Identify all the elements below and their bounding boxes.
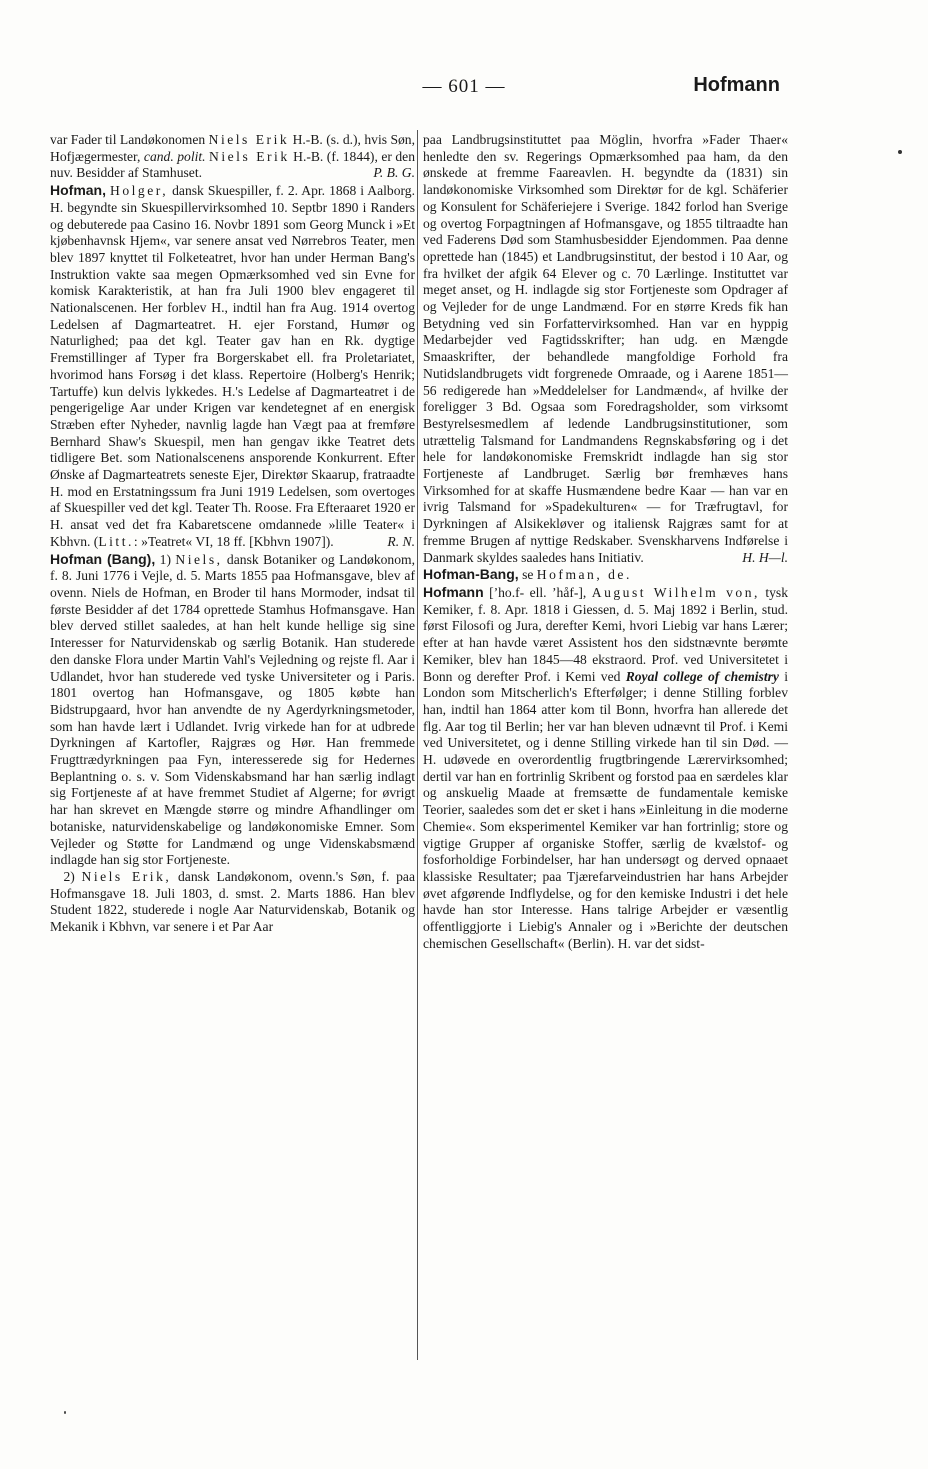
entry-hofman-holger: Hofman, Holger, dansk Skuespiller, f. 2. Apr. 1868 i Aalborg. H. begyndte sin Skuespillervirksomhed 10. Septbr 1890 i Randers og debuterede paa Casino 16. Novbr 1891 som Georg Munck i »Et kjøbenhavnsk Hjem«, var senere ansat ved Nørrebros Teater, men blev 1897 knyttet til Folketeatret, hvor han under Herman Bang's Instruktion vakte saa megen Opmærksomhed ved sin Evne for komisk Karakteristik, at han fra Juli 1900 blev engageret til Nationalscenen. Her forblev H., indtil han fra Aug. 1914 overtog Ledelsen af Dagmarteatret. H. ejer Forstand, Humør og Naturlighed; paa det kgl. Teater gav han en Rk. dygtige Fremstillinger af Typer fra Borgerskabet ell. fra Proletariatet, hvorimod hans Forsøg i det klass. Repertoire (Holberg's Henrik; Tartuffe) kun delvis lykkedes. H.'s Ledelse af Dagmarteatret i de pengerigelige Aar under Krigen var kendetegnet af en energisk Stræben efter Nyheder, navnlig lagde han Vægt paa at fremføre Bernhard Shaw's Skuespil, men han gengav ikke Teatret dets tidligere Bet. som Nationalscenens ansporende Konkurrent. Efter Ønske af Dagmarteatrets seneste Ejer, Direktør Skaarup, fratraadte H. mod en Erstatningssum fra Juni 1919 Ledelsen, som overtoges af Skuespiller ved det kgl. Teater Th. Roose. Fra Efteraaret 1920 er H. ansat ved det fra Kabaretscene omdannede »lille Teater« i Kbhvn. (Litt.: »Teatret« VI, 18 ff. [Kbhvn 1907]). <box>50 182 415 549</box>
margin-dot <box>898 150 902 154</box>
entry-hofman-bang-xref: Hofman-Bang, se Hofman, de. <box>423 566 632 583</box>
entry-headword: Hofman, <box>50 182 106 199</box>
author-signature: H. H—l. <box>742 549 788 565</box>
person-name: Niels Erik <box>209 148 290 164</box>
entry-continuation: var Fader til Landøkonomen Niels Erik H.-B. (s. d.), hvis Søn, Hofjægermester, cand. polit. Niels Erik H.-B. (f. 1844), er den nuv. Besidder af Stamhuset. <box>50 132 416 181</box>
author-signature: R. N. <box>387 533 415 549</box>
right-column <box>423 132 788 952</box>
page-number: — 601 — <box>422 76 506 97</box>
author-signature: P. B. G. <box>373 165 415 181</box>
cross-reference: Hofman, de. <box>536 567 632 583</box>
entry-hofman-bang: Hofman (Bang), 1) Niels, dansk Botaniker og Landøkonom, f. 8. Juni 1776 i Vejle, d. 5. Marts 1855 paa Hofmansgave, blev af ovenn. Niels de Hofman, en Broder til hans Mormoder, indsat til første Besidder af det 1784 oprettede Stamhus Hofmansgave. Han blev derved stillet saaledes, at han helt kunde hellige sig sine Interesser for Naturvidenskab og særlig Botanik. Han studerede den danske Flora under Martin Vahl's Vejledning og rejste fl. Aar i Udlandet, hvor han studerede ved tyske Universiteter og i Paris. 1801 overtog han Hofmansgave, og 1805 købte han Bidstrupgaard, hvor han anvendte de ny Agerdyrkningsmetoder, som han havde lært i Udlandet. Ivrig virkede han for at udbrede Dyrkningen af Kartofler, Rajgræs og Hør. Han fremmede Frugttrædyrkningen paa Fyn, interesserede sig for Hedernes Beplantning o. s. v. Som Videnskabsmand har han særlig indlagt sig Fortjeneste af at have fremmet Studiet af Algerne; for øvrigt har han skrevet en Mængde større og mindre Afhandlinger om botaniske, naturvidenskabelige og landøkonomiske Emner. Som Vejleder og Støtte for Landmænd og unge Videnskabsmænd indlagde han sig stor Fortjeneste. <box>50 550 415 868</box>
person-name: August Wilhelm von, <box>591 585 760 600</box>
left-column <box>50 132 415 936</box>
degree: cand. polit. <box>143 148 206 164</box>
entry-headword: Hofman (Bang), <box>50 550 156 567</box>
literature-label: Litt. <box>98 533 134 549</box>
entry-niels-erik: 2) Niels Erik, dansk Landøkonom, ovenn.'s Søn, f. paa Hofmansgave 18. Juli 1803, d. smst. 2. Marts 1886. Han blev Student 1822, studerede i nogle Aar Naturvidenskab, Botanik og Mekanik i Kbhvn, var senere i et Par Aar <box>50 868 415 935</box>
running-head: Hofmann <box>693 74 780 96</box>
person-name: Niels Erik <box>208 132 290 147</box>
margin-dot <box>64 1411 66 1414</box>
entry-hofmann-august: Hofmann [ʼho.f- ell. ʼhåf-], August Wilhelm von, tysk Kemiker, f. 8. Apr. 1818 i Giessen, d. 5. Maj 1892 i Berlin, stud. først Filosofi og Jura, derefter Kemi, hvori Liebig var hans Lærer; efter at han havde været Assistent hos den sidstnævnte berømte Kemiker, blev han 1845—48 ekstraord. Prof. ved Universitetet i Bonn og derefter Prof. i Kemi ved Royal college of chemistry i London som Mitscherlich's Efterfølger; i denne Stilling forblev han, indtil han 1864 atter kom til Bonn, hvorfra han allerede det flg. Aar tog til Berlin; her var han bleven udnævnt til Prof. i Kemi ved Universitetet, og i denne Stilling virkede han til sin Død. — H. udøvede en overordentlig frugtbringende Lærervirksomhed; dertil var han en fortrinlig Skribent og forstod paa en særdeles klar og anskuelig Maade at fremsætte de fundamentale kemiske Teorier, saaledes som det er sket i hans »Einleitung in die moderne Chemie«. Som eksperimentel Kemiker var han fortrinlig; store og vigtige Grupper af organiske Stoffer, særlig de kvælstof- og fosforholdige Forbindelser, har han undersøgt og derved opnaaet klassiske Resultater; paa Tjærefarveindustrien har hans Arbejder øvet afgørende Indflydelse, og for den kemiske Industri i det hele havde han stor Interesse. Hans talrige Arbejder er væsentlig offentliggjorte i Liebig's Annaler og i »Berichte der deutschen chemischen Gesellschaft« (Berlin). H. var det sidst- <box>423 584 788 951</box>
entry-headword: Hofmann <box>423 584 484 600</box>
person-name: Holger, <box>110 183 169 199</box>
institution-name: Royal college of chemistry <box>625 668 779 684</box>
person-name: Niels Erik, <box>81 868 172 884</box>
column-rule <box>417 130 418 1360</box>
entry-continuation: paa Landbrugsinstituttet paa Möglin, hvorfra »Fader Thaer« henledte den sv. Regerings Opmærksomhed paa ham, da den ønskede at fremme Faareavlen. H. begyndte da (1831) sin landøkonomiske Virksomhed som Direktør for de kgl. Schäferier og Konsulent for Schäferiejere i Sverige. 1842 forlod han Sverige og overtog Forpagtningen af Hofmansgave, og 1855 tiltraadte han ved Faderens Død som Stamhusbesidder Ejendommen. Paa denne oprettede han (1845) et Landbrugsinstitut, der bestod i 10 Aar, og fra hvilket der afgik 64 Elever og c. 70 Lærlinge. Instituttet var meget anset, og H. indlagde sig stor Fortjeneste som Opdrager af og Vejleder for de unge Landmænd. For en større Kreds fik han Betydning ved sin Forfattervirksomhed. Han var en hyppig Medarbejder ved Fagtidsskrifter; han udg. en Mængde Smaaskrifter, der behandlede mangfoldige Forhold fra Nutidslandbrugets vidt forgrenede Omraade, og i Aarene 1851—56 redigerede han »Meddelelser for Landmænd«, af hvilke der foreligger 3 Bd. Ogsaa som Foredragsholder, som virksomt Bestyrelsesmedlem af ledende Landbrugsinstitutioner, som utrættelig Talsmand for Landmandens Regnskabsføring og i det hele for landøkonomiske Fremskridt indlagde han sig stor Fortjeneste af Landbruget. Særlig bør fremhæves hans Virksomhed for at skaffe Husmændene bedre Kaar — han var en ivrig Talsmand for »Spadekulturen« — for Træfrugtavl, for Dyrkningen af Alsikekløver og italiensk Rajgræs samt for at fremme Brugen af nyttige Redskaber. Svenskharvens Indførelse i Danmark skyldes saaledes hans Initiativ. <box>423 132 788 565</box>
pronunciation: [ʼho.f- ell. ʼhåf-], <box>483 585 592 600</box>
entry-headword: Hofman-Bang, <box>423 566 519 583</box>
person-name: Niels, <box>175 551 223 567</box>
